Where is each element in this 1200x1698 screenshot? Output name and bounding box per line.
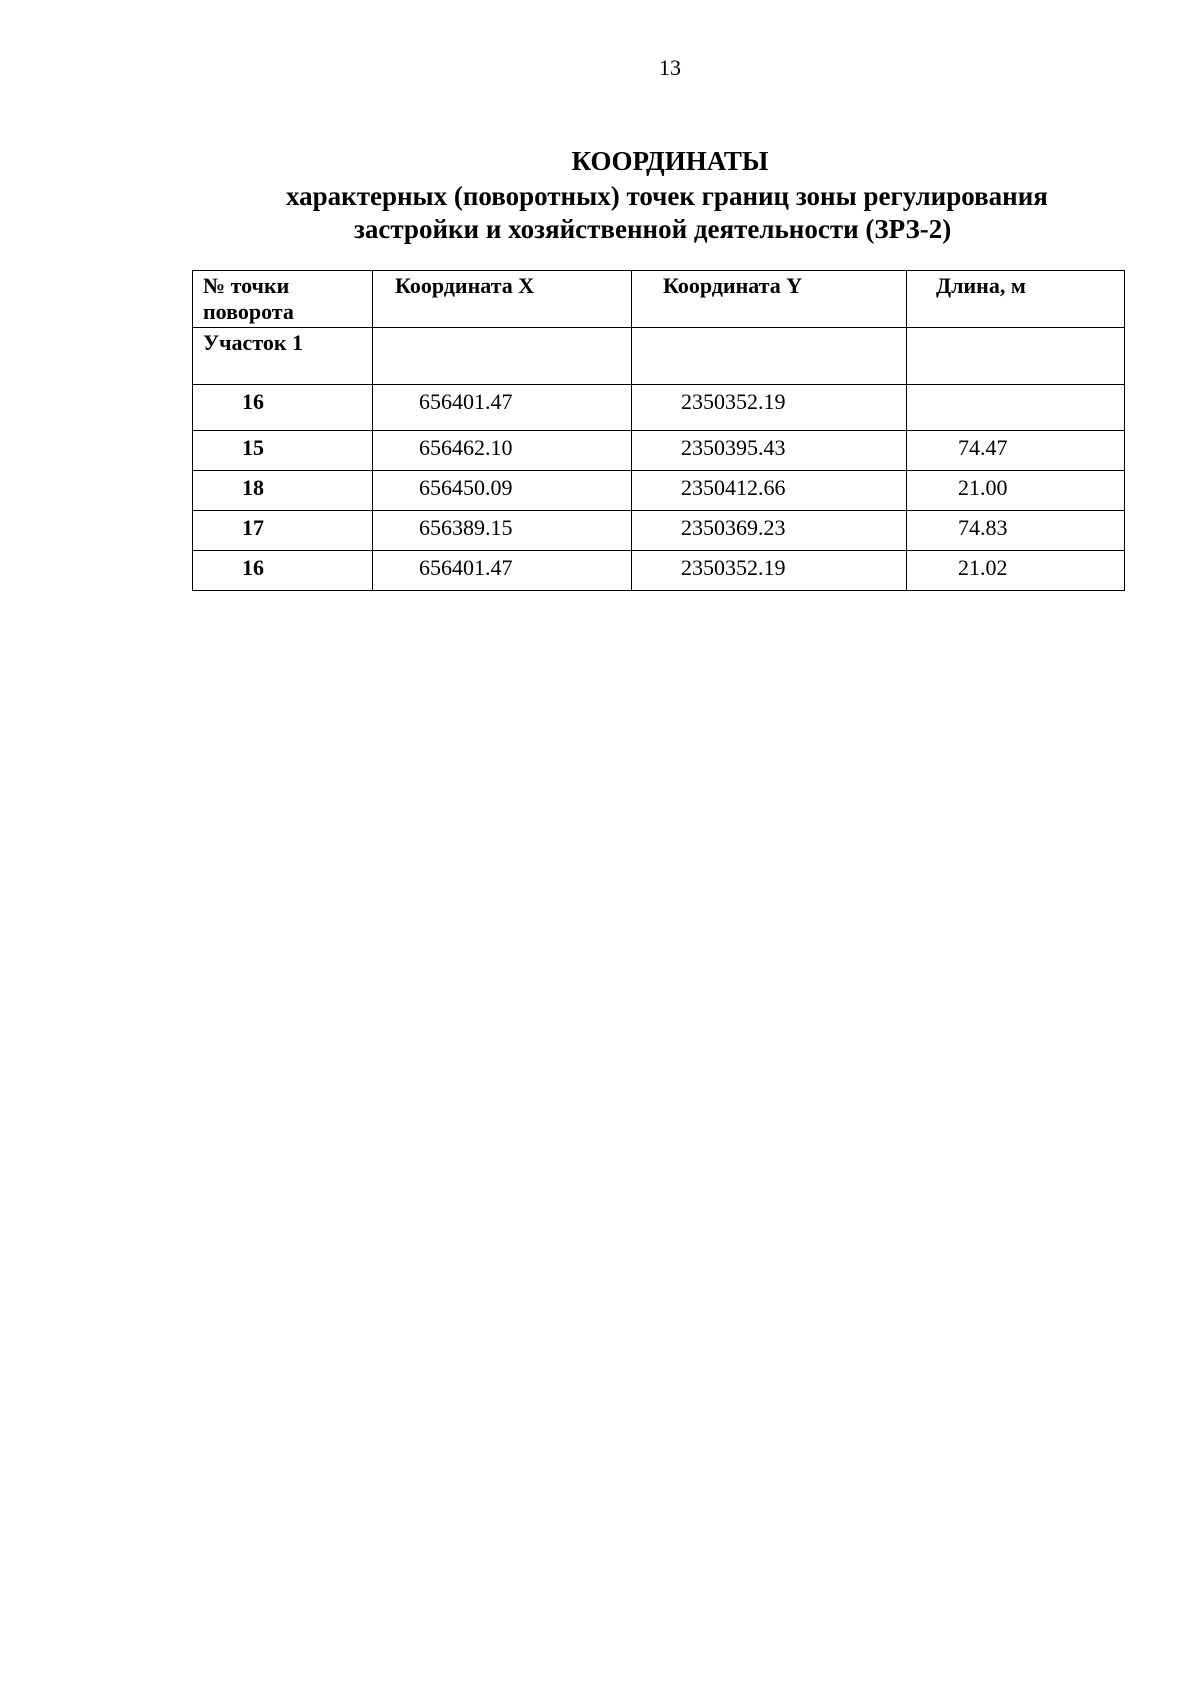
coordinate-x-value: 656389.15 <box>419 515 513 540</box>
table-row <box>193 551 1125 591</box>
point-cell <box>193 385 373 431</box>
length-cell <box>907 471 1125 511</box>
table-header-row <box>193 271 1125 328</box>
length-cell <box>907 431 1125 471</box>
point-number: 16 <box>242 555 264 580</box>
header-coordinate-y <box>632 271 907 328</box>
x-cell <box>373 511 632 551</box>
header-point-number <box>193 271 373 328</box>
point-number: 17 <box>242 515 264 540</box>
coordinate-y-value: 2350352.19 <box>681 389 786 414</box>
y-cell <box>632 385 907 431</box>
point-cell <box>193 551 373 591</box>
empty-cell <box>907 328 1125 385</box>
empty-cell <box>632 328 907 385</box>
length-value <box>907 385 1124 389</box>
length-value: 74.47 <box>958 435 1008 460</box>
page-number: 13 <box>659 55 681 80</box>
coordinate-y-value: 2350369.23 <box>681 515 786 540</box>
document-title: КООРДИНАТЫ <box>571 146 769 176</box>
section-label: Участок 1 <box>203 330 304 355</box>
coordinate-x-value: 656450.09 <box>419 475 513 500</box>
length-cell <box>907 511 1125 551</box>
length-value: 74.83 <box>958 515 1008 540</box>
x-cell <box>373 385 632 431</box>
y-cell <box>632 471 907 511</box>
length-value: 21.00 <box>958 475 1008 500</box>
header-length <box>907 271 1125 328</box>
document-subtitle-line-1: характерных (поворотных) точек границ зоны регулирования <box>286 181 1048 211</box>
length-value: 21.02 <box>958 555 1008 580</box>
coordinate-x-value: 656401.47 <box>419 555 513 580</box>
header-point-number-line-2: поворота <box>203 299 294 324</box>
y-cell <box>632 431 907 471</box>
coordinate-x-value: 656401.47 <box>419 389 513 414</box>
length-cell <box>907 385 1125 431</box>
y-cell <box>632 511 907 551</box>
header-length-label: Длина, м <box>936 273 1026 298</box>
coordinate-y-value: 2350412.66 <box>681 475 786 500</box>
x-cell <box>373 471 632 511</box>
section-row <box>193 328 1125 385</box>
y-cell <box>632 551 907 591</box>
point-number: 15 <box>242 435 264 460</box>
point-cell <box>193 511 373 551</box>
point-number: 18 <box>242 475 264 500</box>
coordinates-table <box>192 270 1125 591</box>
point-cell <box>193 471 373 511</box>
table-row <box>193 471 1125 511</box>
document-subtitle-line-2: застройки и хозяйственной деятельности (ЗРЗ-2) <box>354 214 952 244</box>
header-coordinate-x <box>373 271 632 328</box>
x-cell <box>373 551 632 591</box>
coordinate-y-value: 2350395.43 <box>681 435 786 460</box>
coordinate-y-value: 2350352.19 <box>681 555 786 580</box>
point-number: 16 <box>242 389 264 414</box>
length-cell <box>907 551 1125 591</box>
point-cell <box>193 431 373 471</box>
header-point-number-line-1: № точки <box>203 273 290 298</box>
header-coordinate-y-label: Координата Y <box>663 273 803 298</box>
coordinate-x-value: 656462.10 <box>419 435 513 460</box>
table-row <box>193 511 1125 551</box>
empty-cell <box>373 328 632 385</box>
table-row <box>193 385 1125 431</box>
header-coordinate-x-label: Координата X <box>395 273 535 298</box>
x-cell <box>373 431 632 471</box>
section-label-cell <box>193 328 373 385</box>
table-row <box>193 431 1125 471</box>
